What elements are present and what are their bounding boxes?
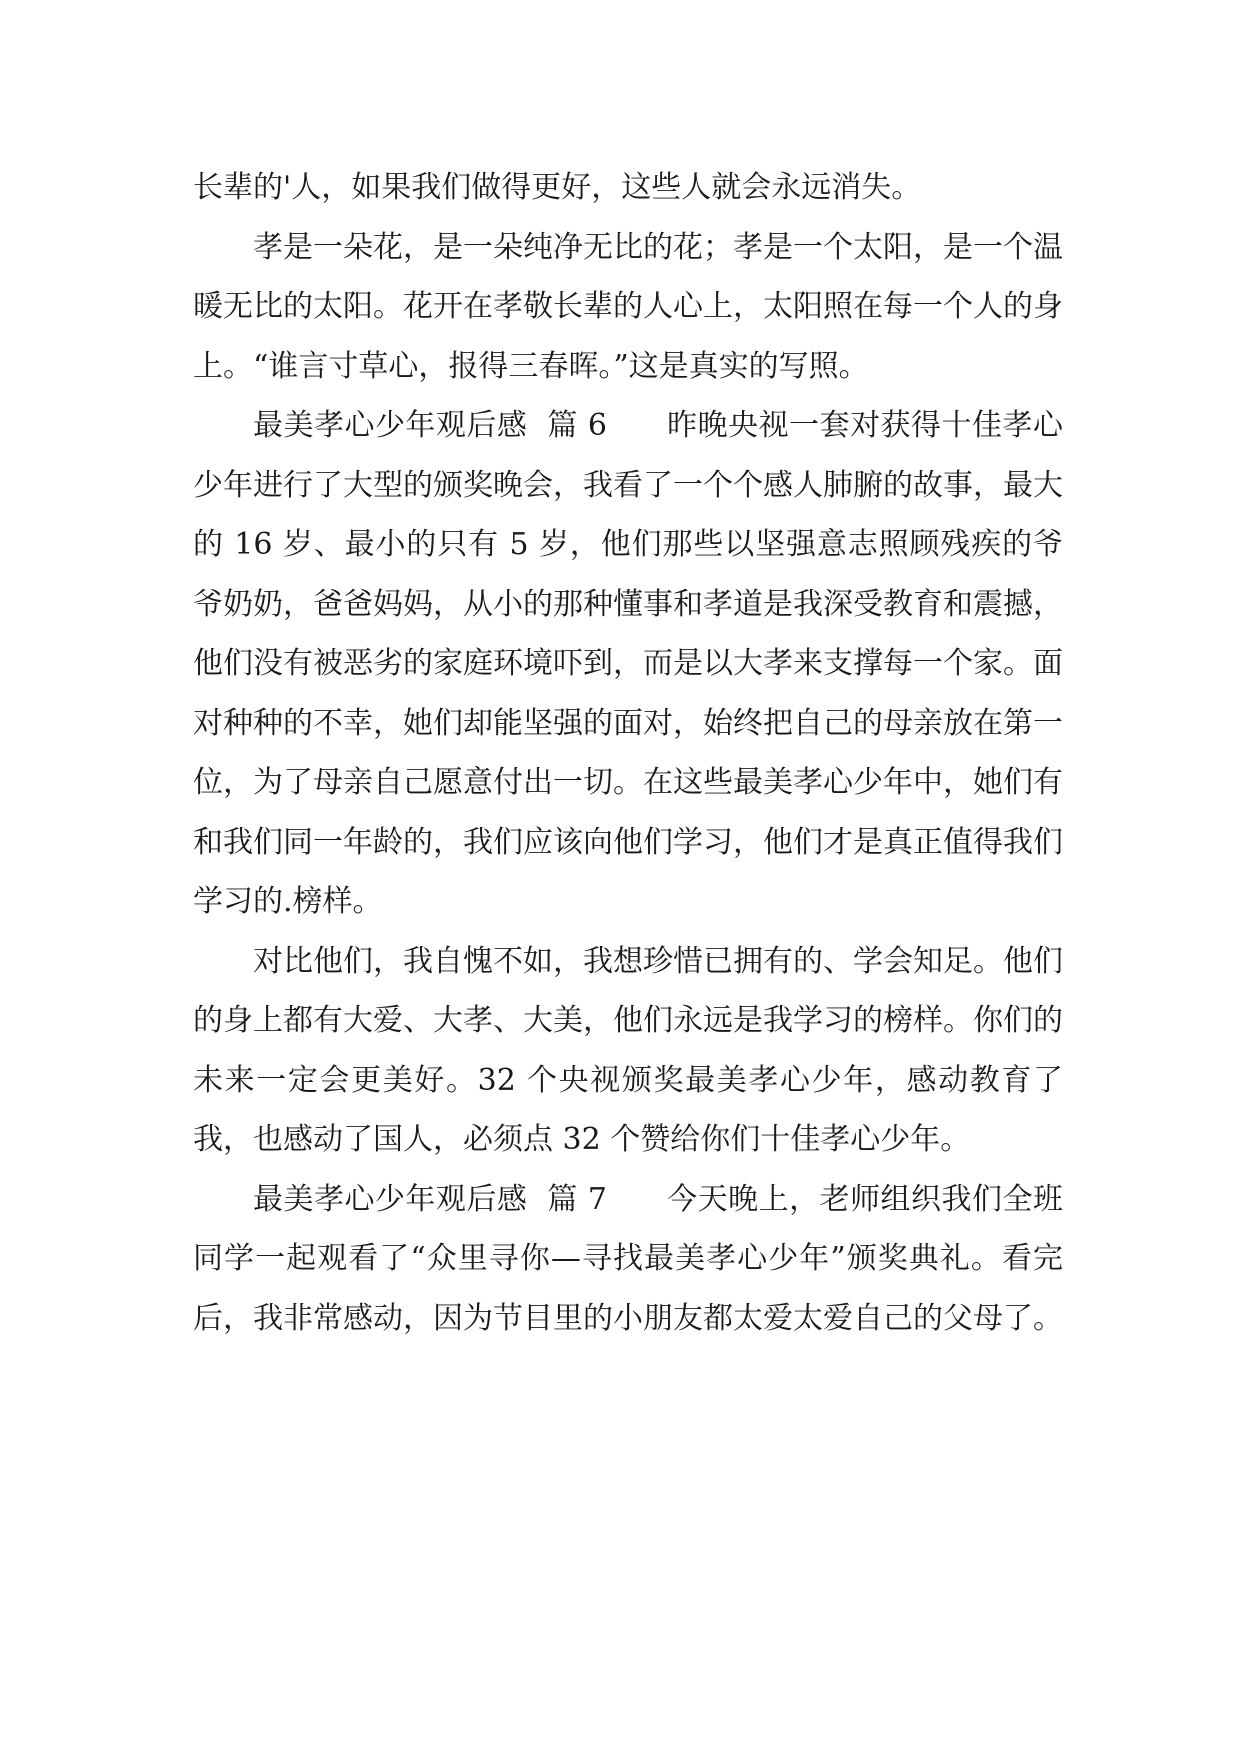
paragraph-continuation: 长辈的'人，如果我们做得更好，这些人就会永远消失。 <box>193 170 922 205</box>
document-body <box>193 158 1063 1348</box>
paragraph-filial-flower: 孝是一朵花，是一朵纯净无比的花；孝是一个太阳，是一个温暖无比的太阳。花开在孝敬长辈的人心上，太阳照在每一个人的身上。“谁言寸草心，报得三春晖。”这是真实的写照。 <box>193 229 1063 384</box>
paragraph-essay-6: 最美孝心少年观后感 篇 6 昨晚央视一套对获得十佳孝心少年进行了大型的颁奖晚会，我看了一个个感人肺腑的故事，最大的 16 岁、最小的只有 5 岁，他们那些以坚强意志照顾残疾的爷爷奶奶，爸爸妈妈，从小的那种懂事和孝道是我深受教育和震撼，他们没有被恶劣的家庭环境吓到，而是以大孝来支撑每一个家。面对种种的不幸，她们却能坚强的面对，始终把自己的母亲放在第一位，为了母亲自己愿意付出一切。在这些最美孝心少年中，她们有和我们同一年龄的，我们应该向他们学习，他们才是真正值得我们学习的.榜样。 <box>193 408 1063 919</box>
paragraph-comparison: 对比他们，我自愧不如，我想珍惜已拥有的、学会知足。他们的身上都有大爱、大孝、大美，他们永远是我学习的榜样。你们的未来一定会更美好。32 个央视颁奖最美孝心少年，感动教育了我，也感动了国人，必须点 32 个赞给你们十佳孝心少年。 <box>193 943 1063 1157</box>
paragraph-essay-7: 最美孝心少年观后感 篇 7 今天晚上，老师组织我们全班同学一起观看了“众里寻你—寻找最美孝心少年”颁奖典礼。看完后，我非常感动，因为节目里的小朋友都太爱太爱自己的父母了。 <box>193 1181 1063 1336</box>
